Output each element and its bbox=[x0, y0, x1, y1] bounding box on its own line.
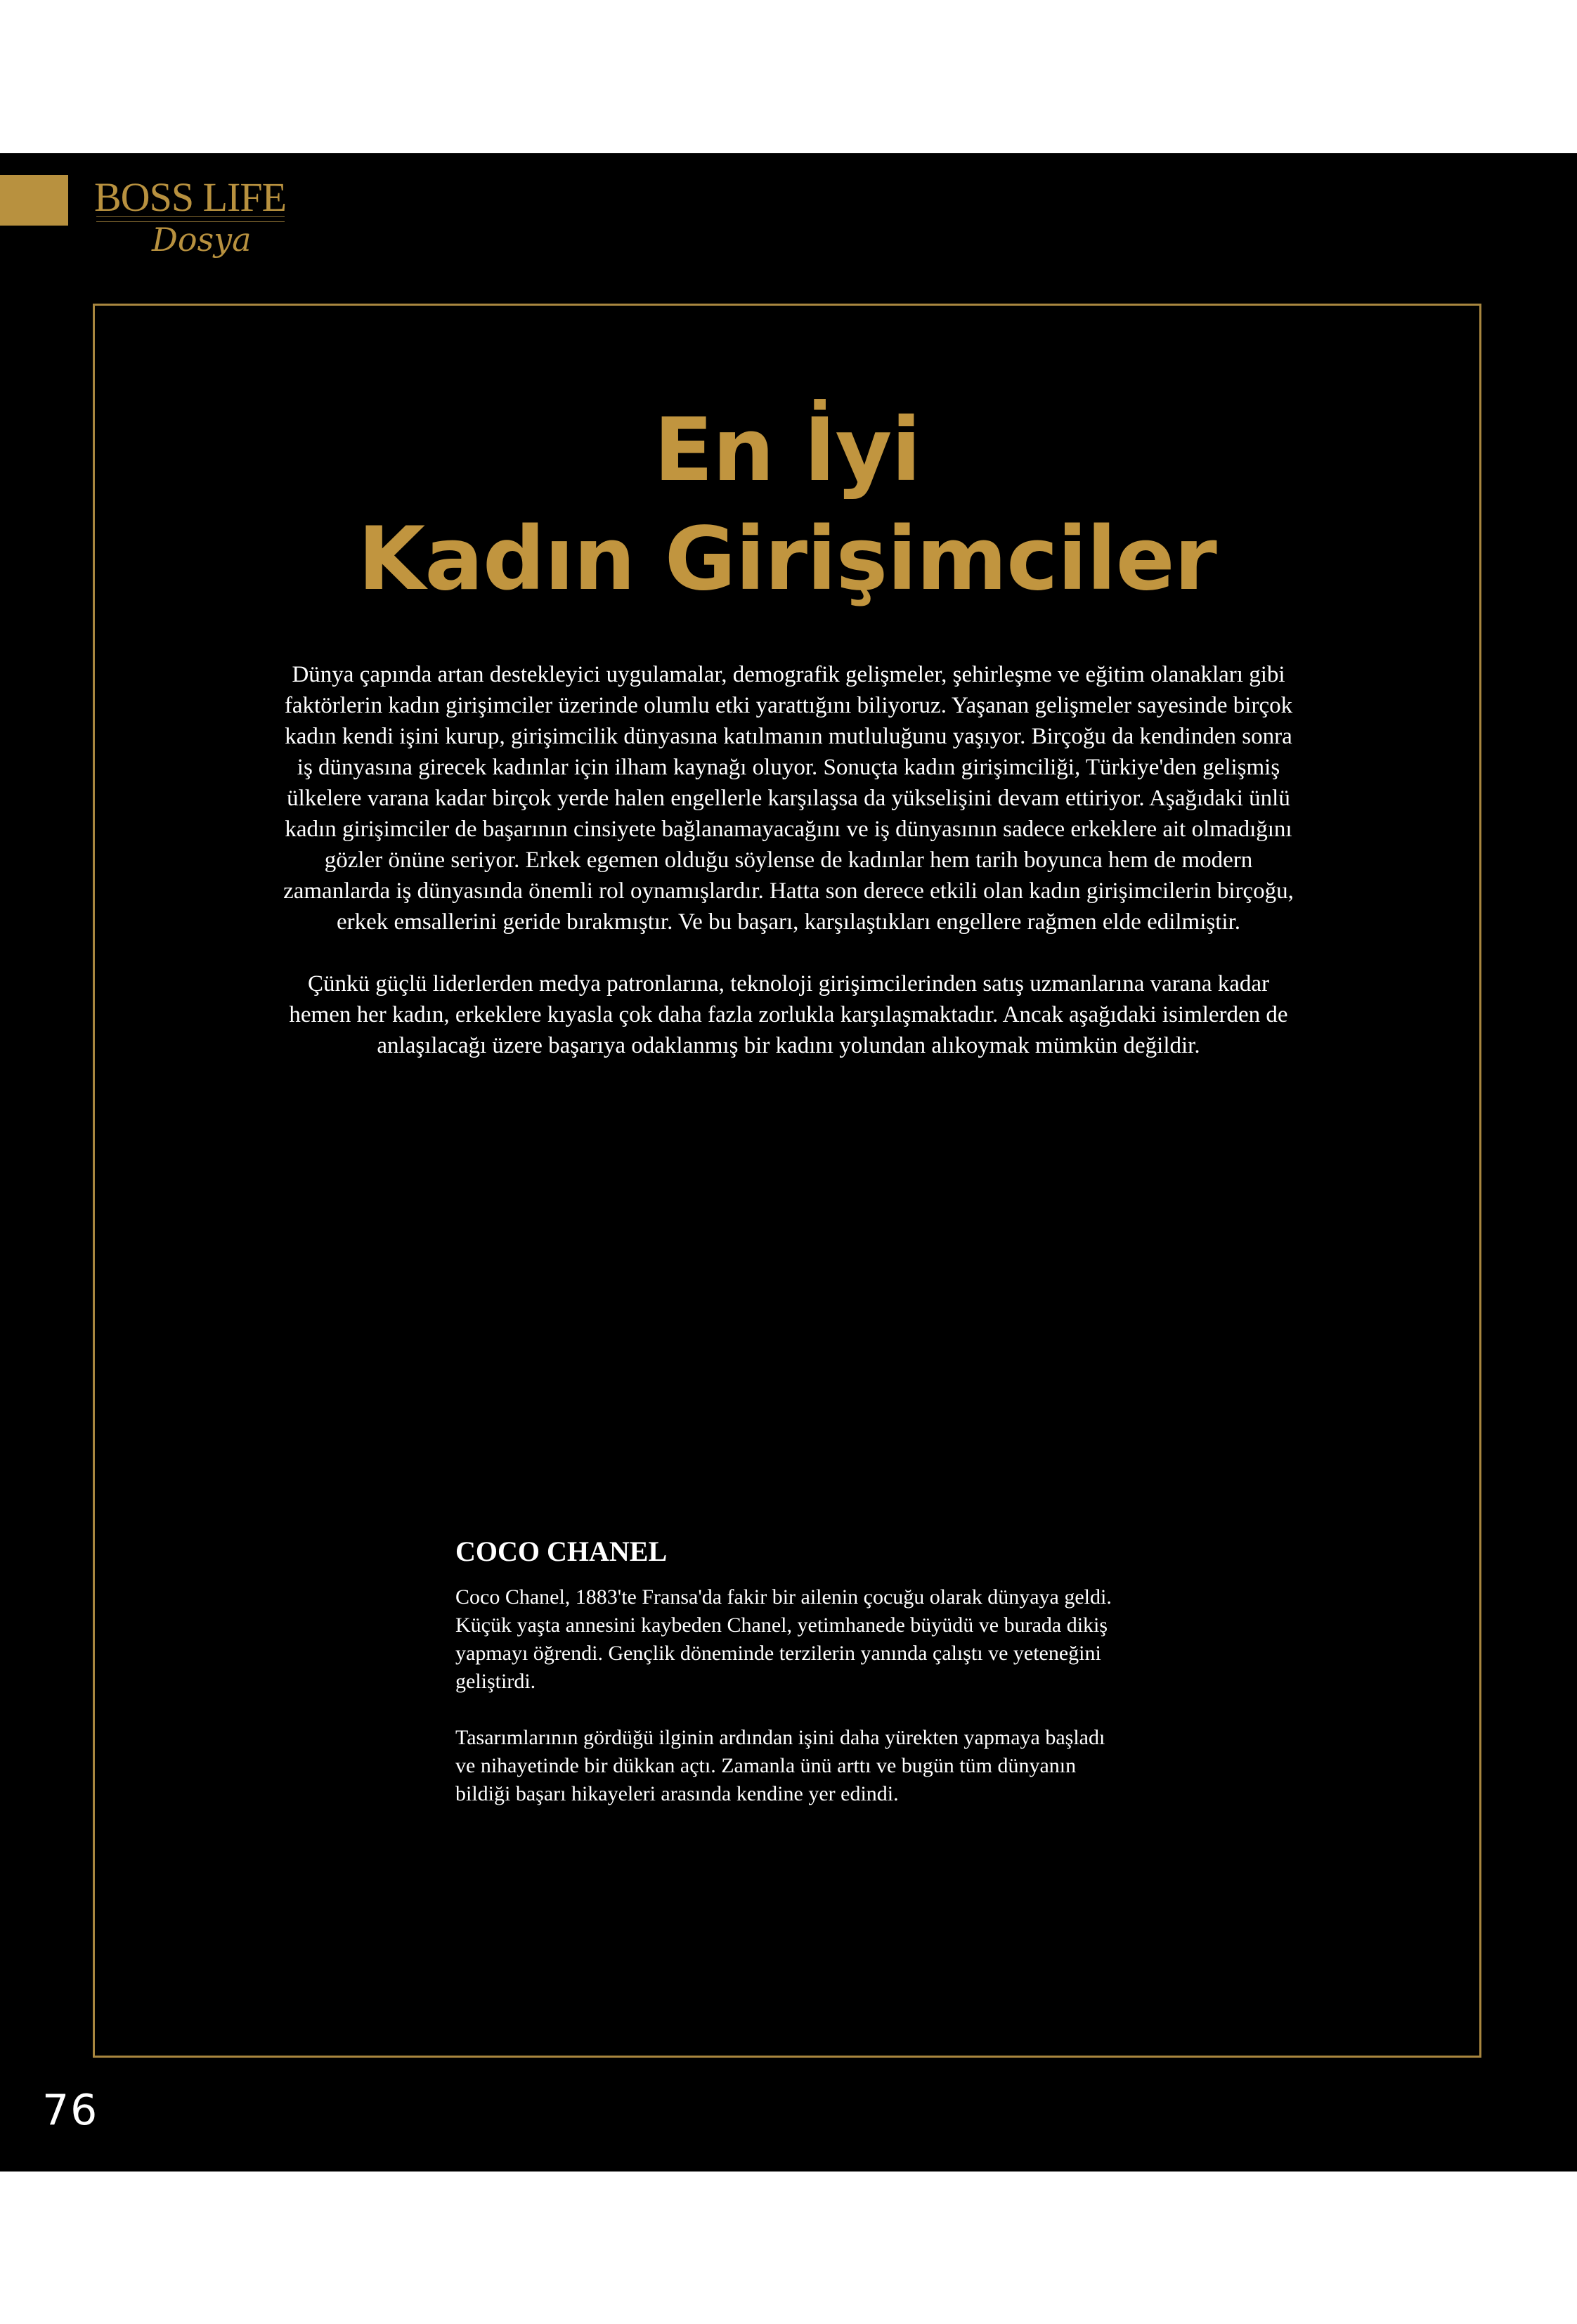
article-title bbox=[93, 396, 1481, 614]
article-title-line-1: En İyi bbox=[654, 400, 921, 501]
profile-coco-chanel bbox=[455, 1534, 1130, 1808]
article-title-line-2: Kadın Girişimciler bbox=[358, 509, 1216, 610]
intro-paragraph-1: Dünya çapında artan destekleyici uygulamalar, demografik gelişmeler, şehirleşme ve eğitim olanakları gibi faktörlerin kadın girişimciler üzerinde olumlu etki yarattığını biliyoruz. Yaşanan gelişmeler sayesinde birçok kadın kendi işini kurup, girişimcilik dünyasına katılmanın mutluluğunu yaşıyor. Birçoğu da kendinden sonra iş dünyasına girecek kadınlar için ilham kaynağı oluyor. Sonuçta kadın girişimciliği, Türkiye'den gelişmiş ülkelere varana kadar birçok yerde halen engellerle karşılaşsa da yükselişini devam ettiriyor. Aşağıdaki ünlü kadın girişimciler de başarının cinsiyete bağlanamayacağını ve iş dünyasının sadece erkeklere ait olmadığını gözler önüne seriyor. Erkek egemen olduğu söylense de kadınlar hem tarih boyunca hem de modern zamanlarda iş dünyasında önemli rol oynamışlardır. Hatta son derece etkili olan kadın girişimcilerin birçoğu, erkek emsallerini geride bırakmıştır. Ve bu başarı, karşılaştıkları engellere rağmen elde edilmiştir. bbox=[283, 662, 1294, 935]
intro-paragraph-2: Çünkü güçlü liderlerden medya patronlarına, teknoloji girişimcilerinden satış uzmanlarına varana kadar hemen her kadın, erkeklere kıyasla çok daha fazla zorlukla karşılaşmaktadır. Ancak aşağıdaki isimlerden de anlaşılacağı üzere başarıya odaklanmış bir kadını yolundan alıkoymak mümkün değildir. bbox=[289, 971, 1288, 1058]
profile-paragraph-1: Coco Chanel, 1883'te Fransa'da fakir bir ailenin çocuğu olarak dünyaya geldi. Küçük yaşta annesini kaybeden Chanel, yetimhanede büyüdü ve burada dikiş yapmayı öğrendi. Gençlik döneminde terzilerin yanında çalıştı ve yeteneğini geliştirdi. bbox=[455, 1585, 1112, 1693]
section-tab-marker bbox=[0, 175, 68, 226]
profile-paragraph-2: Tasarımlarının gördüğü ilginin ardından işini daha yürekten yapmaya başladı ve nihayetinde bir dükkan açtı. Zamanla ünü arttı ve bugün tüm dünyanın bildiği başarı hikayeleri arasında kendine yer edindi. bbox=[455, 1726, 1105, 1805]
logo-wordmark: BOSS LIFE bbox=[94, 174, 287, 220]
magazine-page bbox=[0, 153, 1577, 2172]
logo-section-name: Dosya bbox=[152, 221, 252, 259]
profile-name: COCO CHANEL bbox=[455, 1536, 668, 1567]
article-intro bbox=[281, 659, 1296, 1061]
boss-life-logo bbox=[94, 174, 291, 268]
page-number: 76 bbox=[42, 2086, 99, 2135]
